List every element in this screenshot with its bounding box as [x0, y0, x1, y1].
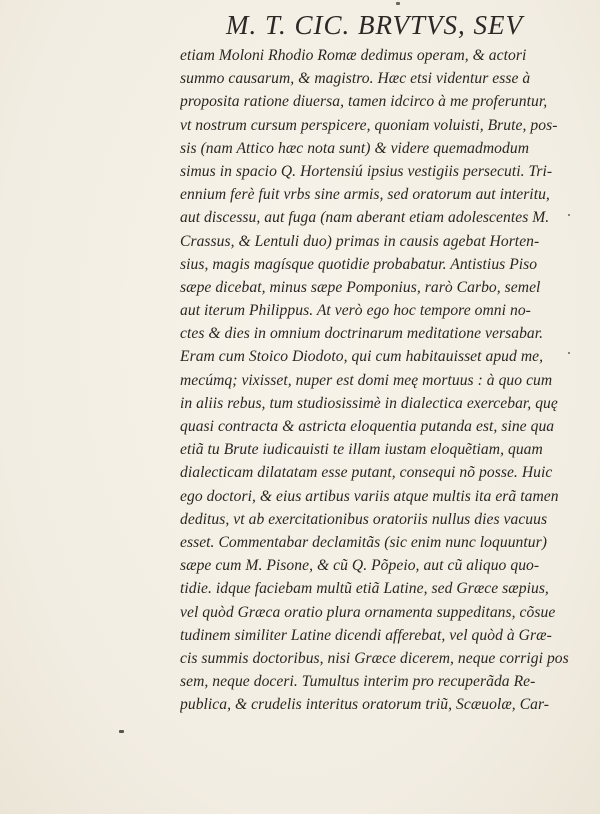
text-line: in aliis rebus, tum studiosissimè in dialectica exercebar, quę [180, 394, 558, 412]
margin-speck [568, 352, 570, 354]
ink-speck [396, 2, 400, 5]
text-line: ctes & dies in omnium doctrinarum meditatione versabar. [180, 325, 544, 343]
text-line: sæpe cum M. Pisone, & cũ Q. Põpeio, aut cũ aliquo quo- [180, 557, 540, 575]
text-line: vt nostrum cursum perspicere, quoniam voluisti, Brute, pos- [180, 116, 558, 134]
text-line: simus in spacio Q. Hortensiú ipsius vestigiis persecuti. Tri- [180, 162, 553, 180]
text-line: etiam Moloni Rhodio Romæ dedimus operam, & actori [180, 47, 527, 64]
text-line: Eram cum Stoico Diodoto, qui cum habitauisset apud me, [180, 348, 544, 366]
text-line: cis summis doctoribus, nisi Græce dicerem, neque corrigi pos [180, 649, 569, 667]
text-line: tidie. idque faciebam multũ etiã Latine, sed Græce sæpius, [180, 580, 549, 598]
text-line: vel quòd Græca oratio plura ornamenta suppeditans, cõsue [180, 603, 556, 621]
text-line: sem, neque doceri. Tumultus interim pro recuperãda Re- [180, 673, 536, 691]
ink-speck [119, 730, 124, 733]
text-line: aut iterum Philippus. At verò ego hoc tempore omni no- [180, 302, 531, 320]
text-line: deditus, vt ab exercitationibus oratoriis nullus dies vacuus [180, 510, 548, 528]
text-line: proposita ratione diuersa, tamen idcirco à me proferuntur, [180, 93, 548, 111]
text-line: mecúmq; vixisset, nuper est domi meę mortuus : à quo cum [180, 371, 553, 389]
text-line: sæpe dicebat, minus sæpe Pomponius, rarò Carbo, semel [180, 278, 541, 296]
text-line: quasi contracta & astricta eloquentia putanda est, sine qua [180, 418, 555, 435]
text-line: Crassus, & Lentuli duo) primas in causis agebat Horten- [180, 232, 540, 250]
text-line: ennium ferè fuit vrbs sine armis, sed oratorum aut interitu, [180, 186, 550, 204]
text-line: sius, magis magísque quotidie probabatur. Antistius Piso [180, 255, 538, 273]
text-line: publica, & crudelis interitus oratorum triũ, Scæuolæ, Car- [180, 696, 550, 714]
running-title: M. T. CIC. BRVTVS, SEV [226, 10, 523, 40]
text-line: sis (nam Attico hæc nota sunt) & videre quemadmodum [180, 139, 530, 157]
text-line: etiã tu Brute iudicauisti te illam iustam eloquẽtiam, quam [180, 441, 543, 459]
text-line: tudinem similiter Latine dicendi afferebat, vel quòd à Græ- [180, 626, 552, 644]
text-block [180, 44, 572, 716]
text-line: esset. Commentabar declamitãs (sic enim nunc loquuntur) [180, 533, 547, 551]
text-line: summo causarum, & magistro. Hæc etsi videntur esse à [180, 70, 531, 88]
text-line: dialecticam dilatatam esse putant, consequi nõ posse. Huic [180, 464, 553, 482]
margin-speck [568, 214, 570, 216]
text-line: aut discessu, aut fuga (nam aberant etiam adolescentes M. [180, 209, 550, 227]
text-line: ego doctori, & eius artibus variis atque multis ita erã tamen [180, 487, 559, 505]
